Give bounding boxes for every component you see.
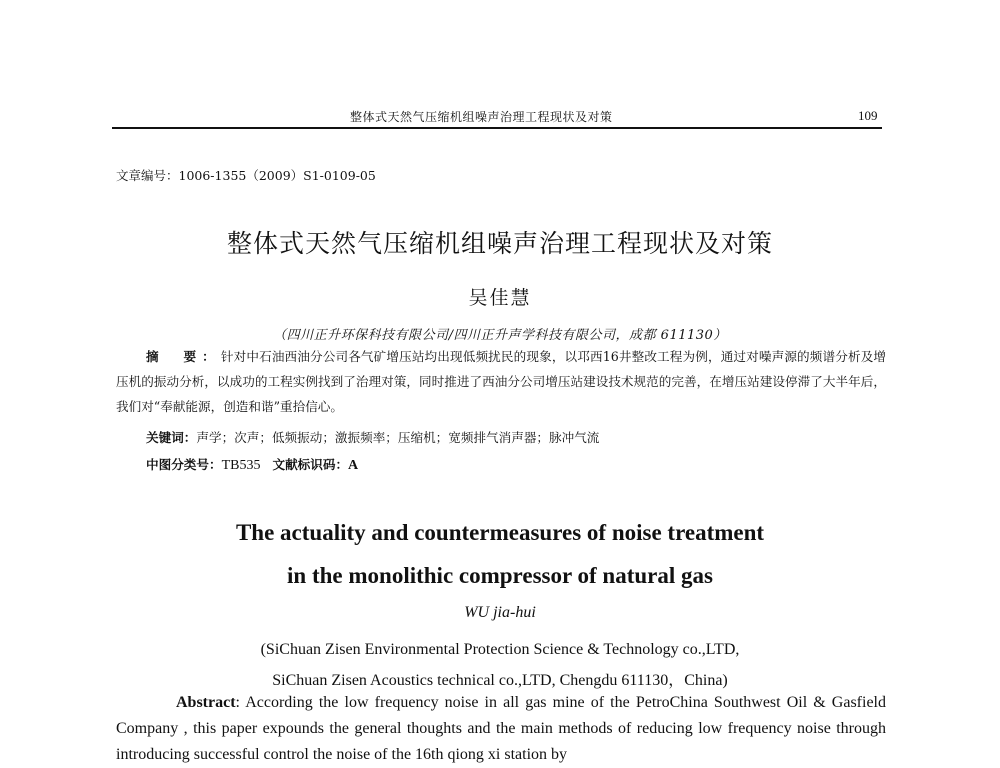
chinese-abstract-label: 摘 要： [146,349,221,364]
page-number: 109 [858,108,878,123]
english-title-line-1: The actuality and countermeasures of noise treatment [235,520,765,545]
classification-value: TB535 [221,458,261,473]
chinese-affiliation: （四川正升环保科技有限公司/四川正升声学科技有限公司，成都 611130） [273,328,727,343]
chinese-keywords-label: 关键词： [146,430,197,445]
english-abstract [116,690,886,768]
english-affiliation-line-1: (SiChuan Zisen Environmental Protection Science & Technology co.,LTD, [260,641,740,658]
english-title-line-2: in the monolithic compressor of natural gas [287,563,713,588]
english-affiliation-line-2: SiChuan Zisen Acoustics technical co.,LTD, Chengdu 611130，China) [272,672,728,689]
article-number: 文章编号：1006-1355（2009）S1-0109-05 [116,168,376,183]
chinese-abstract-text: 针对中石油西油分公司各气矿增压站均出现低频扰民的现象，以邛西16井整改工程为例，通过对噪声源的频谱分析及增压机的振动分析，以成功的工程实例找到了治理对策，同时推进了西油分公司增压站建设技术规范的完善，在增压站建设停滞了大半年后，我们对“奉献能源，创造和谐”重拾信心。 [116,349,887,414]
english-author: WU jia-hui [464,604,536,621]
document-code-value: A [348,458,359,473]
chinese-keywords-text: 声学；次声；低频振动；激振频率；压缩机；宽频排气消声器；脉冲气流 [196,430,600,445]
document-code-label: 文献标识码： [272,457,349,472]
classification-label: 中图分类号： [146,457,222,472]
english-abstract-label: Abstract [176,694,236,711]
running-title: 整体式天然气压缩机组噪声治理工程现状及对策 [350,110,613,124]
classification-line [146,452,358,478]
header-rule [112,127,882,129]
chinese-author: 吴佳慧 [468,287,532,309]
english-abstract-text: : According the low frequency noise in all gas mine of the PetroChina Southwest Oil & Gasfield Company , this paper expounds the general thoughts and the main methods of reducing low frequency noise through introducing successful control the noise of the 16th qiong xi station by [116,694,886,763]
chinese-keywords [146,425,599,450]
chinese-abstract [116,344,886,419]
chinese-title: 整体式天然气压缩机组噪声治理工程现状及对策 [226,229,773,258]
